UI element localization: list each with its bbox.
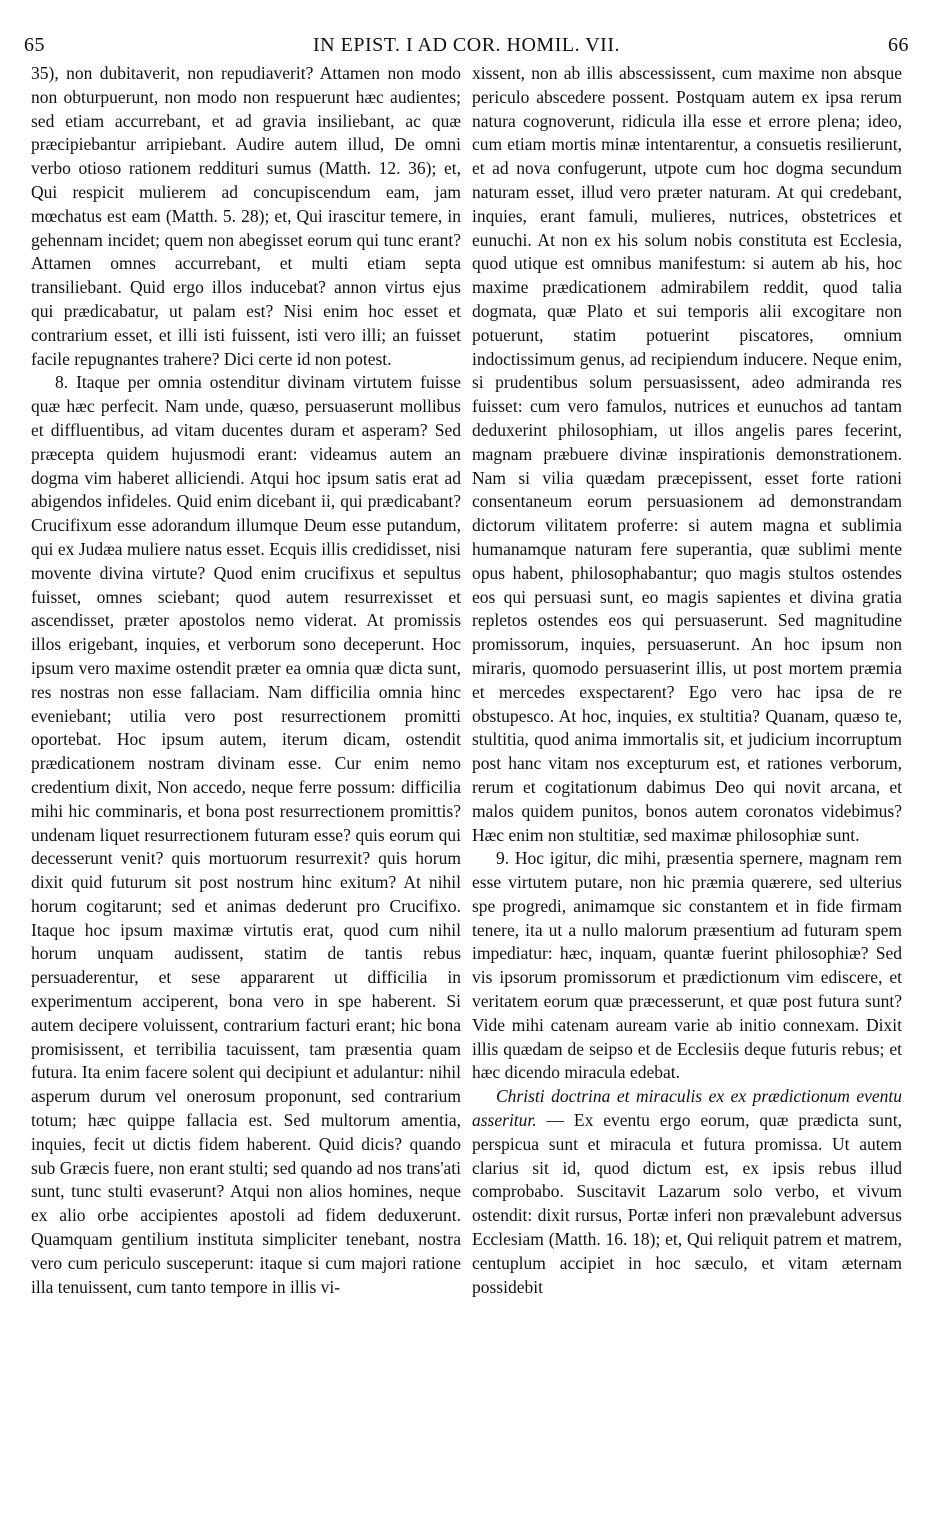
- section-heading: Christi doctrina et miraculis ex ex prædictionum eventu asseritur.: [472, 1086, 902, 1131]
- left-page-number: 65: [24, 34, 45, 56]
- running-title: IN EPIST. I AD COR. HOMIL. VII.: [313, 34, 620, 56]
- left-column: [31, 62, 461, 1512]
- running-header: [24, 10, 909, 58]
- right-paragraph-3: [472, 1085, 902, 1299]
- left-paragraph-1: 35), non dubitaverit, non repudiaverit? Attamen non modo non obturpuerunt, non modo non respuerunt hæc audientes; sed etiam accurrebant, et ad gravia insiliebant, ac quæ præcipiebantur arripiebant. Audire autem illud, De omni verbo otioso rationem reddituri sumus (Matth. 12. 36); et, Qui respicit mulierem ad concupiscendum eam, jam mœchatus est eam (Matth. 5. 28); et, Qui irascitur temere, in gehennam incidet; quem non abegisset eorum qui tunc erant? Attamen omnes accurrebant, et multi etiam septa transiliebant. Quid ergo illos inducebat? annon virtus ejus qui prædicabatur, ut palam est? Nisi enim hoc esset et contrarium esset, et illi isti fuissent, isti vero illi; an fuisset facile repugnantes trahere? Dici certe id non potest.: [31, 63, 461, 369]
- right-paragraph-1: xissent, non ab illis abscessissent, cum maxime non absque periculo abscedere possent. Postquam autem ex ipsa rerum natura cognoverunt, ridicula illa esse et errore plena; ideo, cum etiam mortis minæ intentarentur, a consuetis resilierunt, et ad nova confugerunt, utpote cum hoc dogma secundum naturam esset, illud vero præter naturam. At qui credebant, inquies, erant famuli, mulieres, nutrices, obstetrices et eunuchi. At non ex his solum nobis constituta est Ecclesia, quod utique est omnibus manifestum: si autem ab his, hoc maxime prædicationem admirabilem reddit, quod talia dogmata, quæ Plato et sui temporis alii excogitare non potuerunt, statim potuerint piscatores, omnium indoctissimum genus, ad recipiendum inducere. Neque enim, si prudentibus solum persuasissent, adeo admiranda res fuisset: cum vero famulos, nutrices et eunuchos ad tantam deduxerint philosophiam, ut illos angelis pares fecerint, magnam præbuere divinæ inspirationis demonstrationem. Nam si vilia quædam præcepissent, esset forte rationi consentaneum eorum persuasionem ad demonstrandam dictorum vilitatem proferre: si autem magna et sublimia humanamque naturam fere superantia, quæ sublimi mente opus habent, philosophabantur; quo magis stultos ostendes eos qui persuasi sunt, eo magis sapientes et divina gratia repletos ostendes eos qui persuaserunt. Sed magnitudine promissorum, inquies, persuaserunt. An hoc ipsum non miraris, quomodo persuaserint illis, ut post mortem præmia et mercedes exspectarent? Ego vero hac ipsa de re obstupesco. At hoc, inquies, ex stultitia? Quanam, quæso te, stultitia, quod anima immortalis sit, et judicium incorruptum post hanc vitam nos excepturum est, et rationes verborum, rerum et cogitationum dabimus Deo qui novit arcana, et malos quidem punitos, bonos autem coronatos videbimus? Hæc enim non stultitiæ, sed maximæ philosophiæ sunt.: [472, 63, 902, 845]
- right-paragraph-2: 9. Hoc igitur, dic mihi, præsentia spernere, magnam rem esse virtutem putare, non hic præmia quærere, sed ulterius spe progredi, animamque sic constantem et in fide firmam tenere, ita ut a nullo malorum præsentium ad futuram spem impediatur: hæc, inquam, quantæ fuerint philosophiæ? Sed vis ipsorum promissorum et prædictionum vim ediscere, et veritatem eorum quæ præcesserunt, et quæ post futura sunt? Vide mihi catenam auream varie ab initio connexam. Dixit illis quædam de seipso et de Ecclesiis deque futuris rebus; et hæc dicendo miracula edebat.: [472, 848, 902, 1083]
- right-column: [472, 62, 902, 1512]
- left-paragraph-2: 8. Itaque per omnia ostenditur divinam virtutem fuisse quæ hæc perfecit. Nam unde, quæso, persuaserunt mollibus et diffluentibus, ad vitam ducentes duram et asperam? Sed præcepta quidem hujusmodi erant: videamus autem an dogma vim haberet alliciendi. Atqui hoc ipsum satis erat ad abigendos infideles. Quid enim dicebant ii, qui prædicabant? Crucifixum esse adorandum illumque Deum esse putandum, qui ex Judæa muliere natus esset. Ecquis illis credidisset, nisi movente divina virtute? Quod enim crucifixus et sepultus fuisset, omnes sciebant; quod autem resurrexisset et ascendisset, præter apostolos nemo viderat. At promissis illos erigebant, inquies, et verborum sono deceperunt. Hoc ipsum vero maxime ostendit præter ea omnia quæ dicta sunt, res nostras non esse fallaciam. Nam difficilia omnia hinc eveniebant; utilia vero post resurrectionem promitti oportebat. Hoc ipsum autem, iterum dicam, ostendit prædicationem nostram divinam esse. Cur enim nemo credentium dixit, Non accedo, neque ferre possum: difficilia mihi hic comminaris, et bona post resurrectionem promittis? undenam liquet resurrectionem futuram esse? quis eorum qui decesserunt venit? quis mortuorum resurrexit? quis horum dixit quid futurum sit post nostrum hinc exitum? At nihil horum cogitarunt; sed et animas dederunt pro Crucifixo. Itaque hoc ipsum maximæ virtutis erat, quod cum nihil horum unquam audissent, statim de tantis rebus persuaderentur, et sese appararent ut difficilia in experimentum acciperent, bona vero in spe haberent. Si autem decipere voluissent, contrarium facturi erant; hic bona promisissent, et terribilia tacuissent, tam præsentia quam futura. Ita enim facere solent qui decipiunt et adulantur: nihil asperum durum vel onerosum proponunt, sed contrarium totum; hæc quippe fallacia est. Sed multorum amentia, inquies, fecit ut dictis fidem haberent. Quid dicis? quando sub Græcis fuere, non erant stulti; sed quando ad nos trans'ati sunt, tunc stulti evaserunt? Atqui non alios homines, neque ex alio orbe accipientes apostoli ad fidem deduxerunt. Quamquam gentilium instituta simpliciter tenebant, nostra vero cum periculo susceperunt: itaque si cum majori ratione illa tenuissent, cum tanto tempore in illis vi-: [31, 372, 461, 1297]
- section-body: — Ex eventu ergo eorum, quæ prædicta sunt, perspicua sunt et miracula et futura promissa. Ut autem clarius sit id, quod dictum est, ex ipsis rebus illud comprobabo. Suscitavit Lazarum solo verbo, et vivum ostendit: dixit rursus, Portæ inferi non prævalebunt adversus Ecclesiam (Matth. 16. 18); et, Qui reliquit patrem et matrem, centuplum accipiet in hoc sæculo, et vitam æternam possidebit: [472, 1110, 902, 1297]
- right-page-number: 66: [888, 34, 909, 56]
